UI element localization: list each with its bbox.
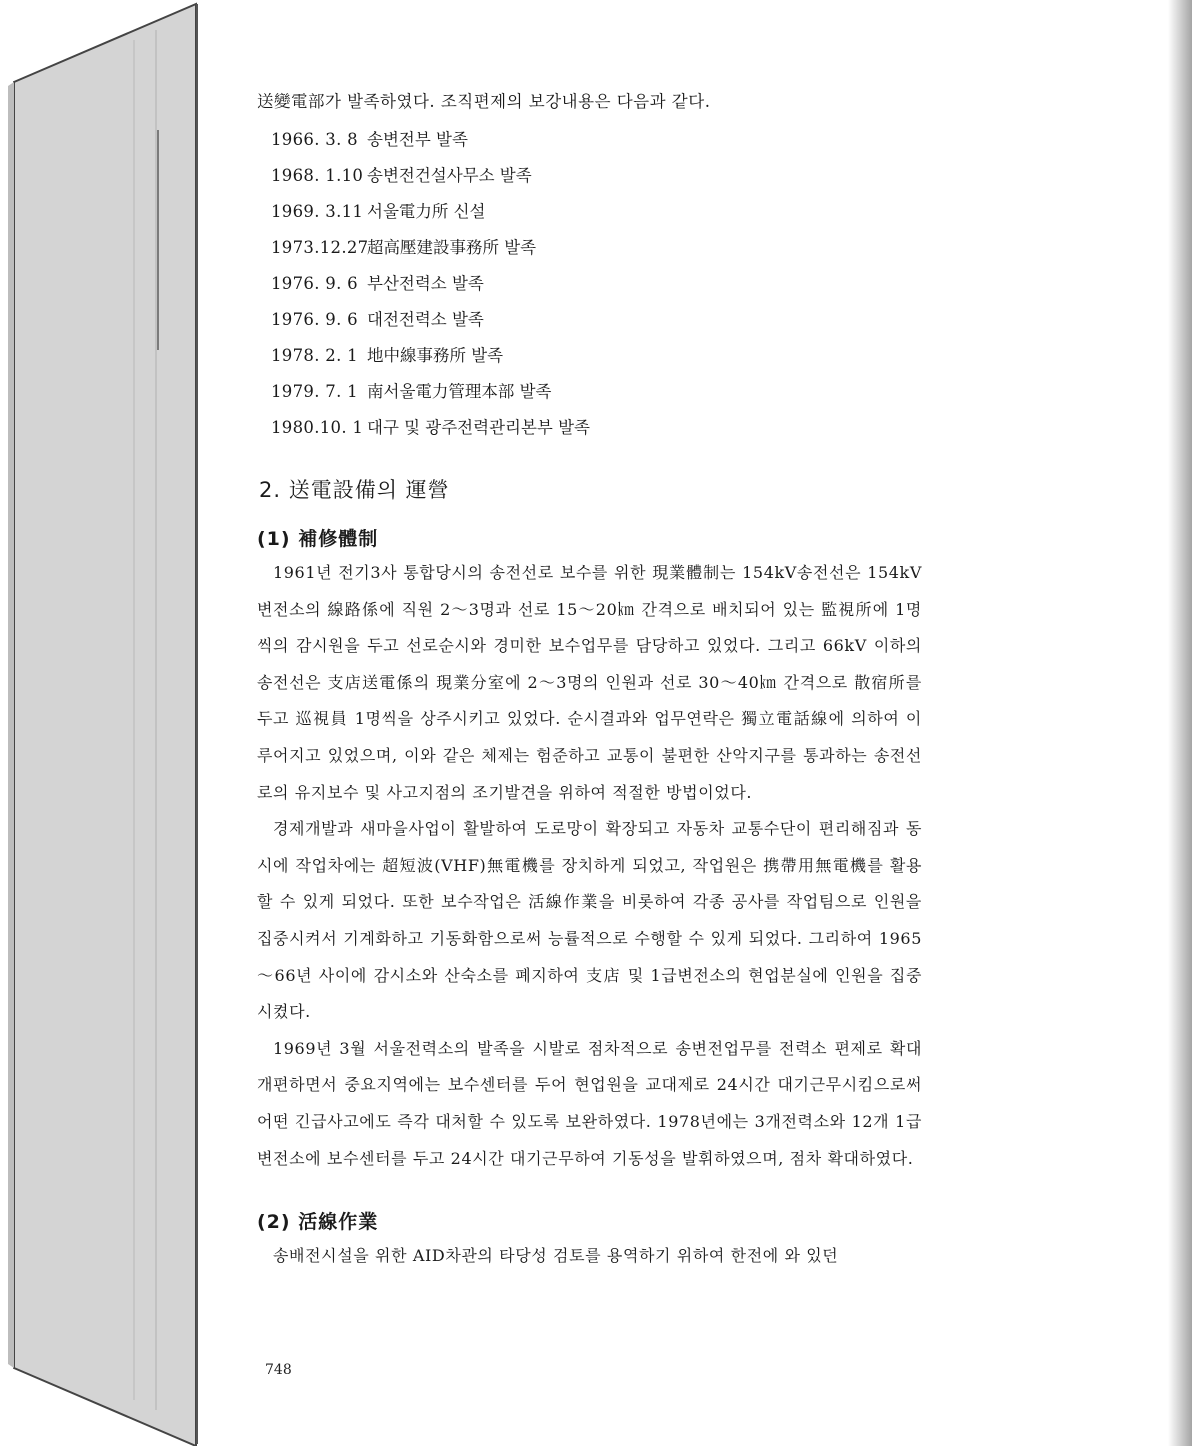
timeline-item (271, 410, 922, 446)
timeline-date: 1980.10. 1 (271, 418, 364, 437)
book-edge (0, 0, 198, 1446)
body-paragraph: 경제개발과 새마을사업이 활발하여 도로망이 확장되고 자동차 교통수단이 편리해짐과 동시에 작업차에는 超短波(VHF)無電機를 장치하게 되었고, 작업원은 携帶用無電機를 활용할 수 있게 되었다. 또한 보수작업은 活線作業을 비롯하여 각종 공사를 작업팀으로 인원을 집중시켜서 기계화하고 기동화함으로써 능률적으로 수행할 수 있게 되었다. 그리하여 1965～66년 사이에 감시소와 산숙소를 폐지하여 支店 및 1급변전소의 현업분실에 인원을 집중시켰다. (257, 819, 922, 1022)
timeline-list (257, 122, 922, 446)
subsection-heading-活線作業: (2) 活線作業 (257, 1211, 379, 1234)
body-paragraph-last-line: 송배전시설을 위한 AID차관의 타당성 검토를 용역하기 위하여 한전에 와 있던 (273, 1246, 839, 1266)
timeline-event: 地中線事務所 발족 (367, 346, 504, 365)
timeline-item (271, 194, 922, 230)
intro-line: 送變電部가 발족하였다. 조직편제의 보강내용은 다음과 같다. (257, 92, 711, 111)
timeline-item (271, 122, 922, 158)
timeline-event: 부산전력소 발족 (367, 274, 484, 293)
page-number: 748 (265, 1362, 292, 1378)
body-paragraph: 1961년 전기3사 통합당시의 송전선로 보수를 위한 現業體制는 154kV송전선은 154kV변전소의 線路係에 직원 2～3명과 선로 15～20㎞ 간격으로 배치되어 있는 監視所에 1명씩의 감시원을 두고 선로순시와 경미한 보수업무를 담당하고 있었다. 그리고 66kV 이하의 송전선은 支店送電係의 現業分室에 2～3명의 인원과 선로 30～40㎞ 간격으로 散宿所를 두고 巡視員 1명씩을 상주시키고 있었다. 순시결과와 업무연락은 獨立電話線에 의하여 이루어지고 있었으며, 이와 같은 체제는 험준하고 교통이 불편한 산악지구를 통과하는 송전선로의 유지보수 및 사고지점의 조기발견을 위하여 적절한 방법이었다. (257, 563, 922, 802)
timeline-date: 1969. 3.11 (271, 202, 364, 221)
timeline-event: 대전전력소 발족 (367, 310, 484, 329)
subsection-heading-補修體制: (1) 補修體制 (257, 528, 379, 550)
section-heading: 2. 送電設備의 運營 (259, 478, 450, 502)
timeline-item (271, 158, 922, 194)
timeline-item (271, 302, 922, 338)
timeline-date: 1979. 7. 1 (271, 382, 358, 401)
timeline-date: 1976. 9. 6 (271, 274, 358, 293)
timeline-date: 1966. 3. 8 (271, 130, 358, 149)
timeline-item (271, 338, 922, 374)
timeline-event: 超高壓建設事務所 발족 (367, 238, 537, 257)
timeline-item (271, 230, 922, 266)
page-content (257, 88, 922, 1275)
body-paragraph: 1969년 3월 서울전력소의 발족을 시발로 점차적으로 송변전업무를 전력소 편제로 확대 개편하면서 중요지역에는 보수센터를 두어 현업원을 교대제로 24시간 대기근무시킴으로써 어떤 긴급사고에도 즉각 대처할 수 있도록 보완하였다. 1978년에는 3개전력소와 12개 1급변전소에 보수센터를 두고 24시간 대기근무하여 기동성을 발휘하였으며, 점차 확대하였다. (257, 1038, 922, 1168)
timeline-item (271, 266, 922, 302)
timeline-item (271, 374, 922, 410)
page-edge-shadow (1168, 0, 1192, 1446)
timeline-event: 서울電力所 신설 (367, 202, 486, 221)
timeline-event: 南서울電力管理本部 발족 (367, 382, 552, 401)
timeline-event: 송변전건설사무소 발족 (367, 166, 532, 185)
timeline-date: 1976. 9. 6 (271, 310, 358, 329)
book-edge-graphic (0, 0, 198, 1446)
timeline-event: 송변전부 발족 (367, 130, 468, 149)
timeline-date: 1973.12.27 (271, 238, 369, 257)
timeline-date: 1978. 2. 1 (271, 346, 358, 365)
timeline-date: 1968. 1.10 (271, 166, 364, 185)
timeline-event: 대구 및 광주전력관리본부 발족 (367, 418, 590, 437)
